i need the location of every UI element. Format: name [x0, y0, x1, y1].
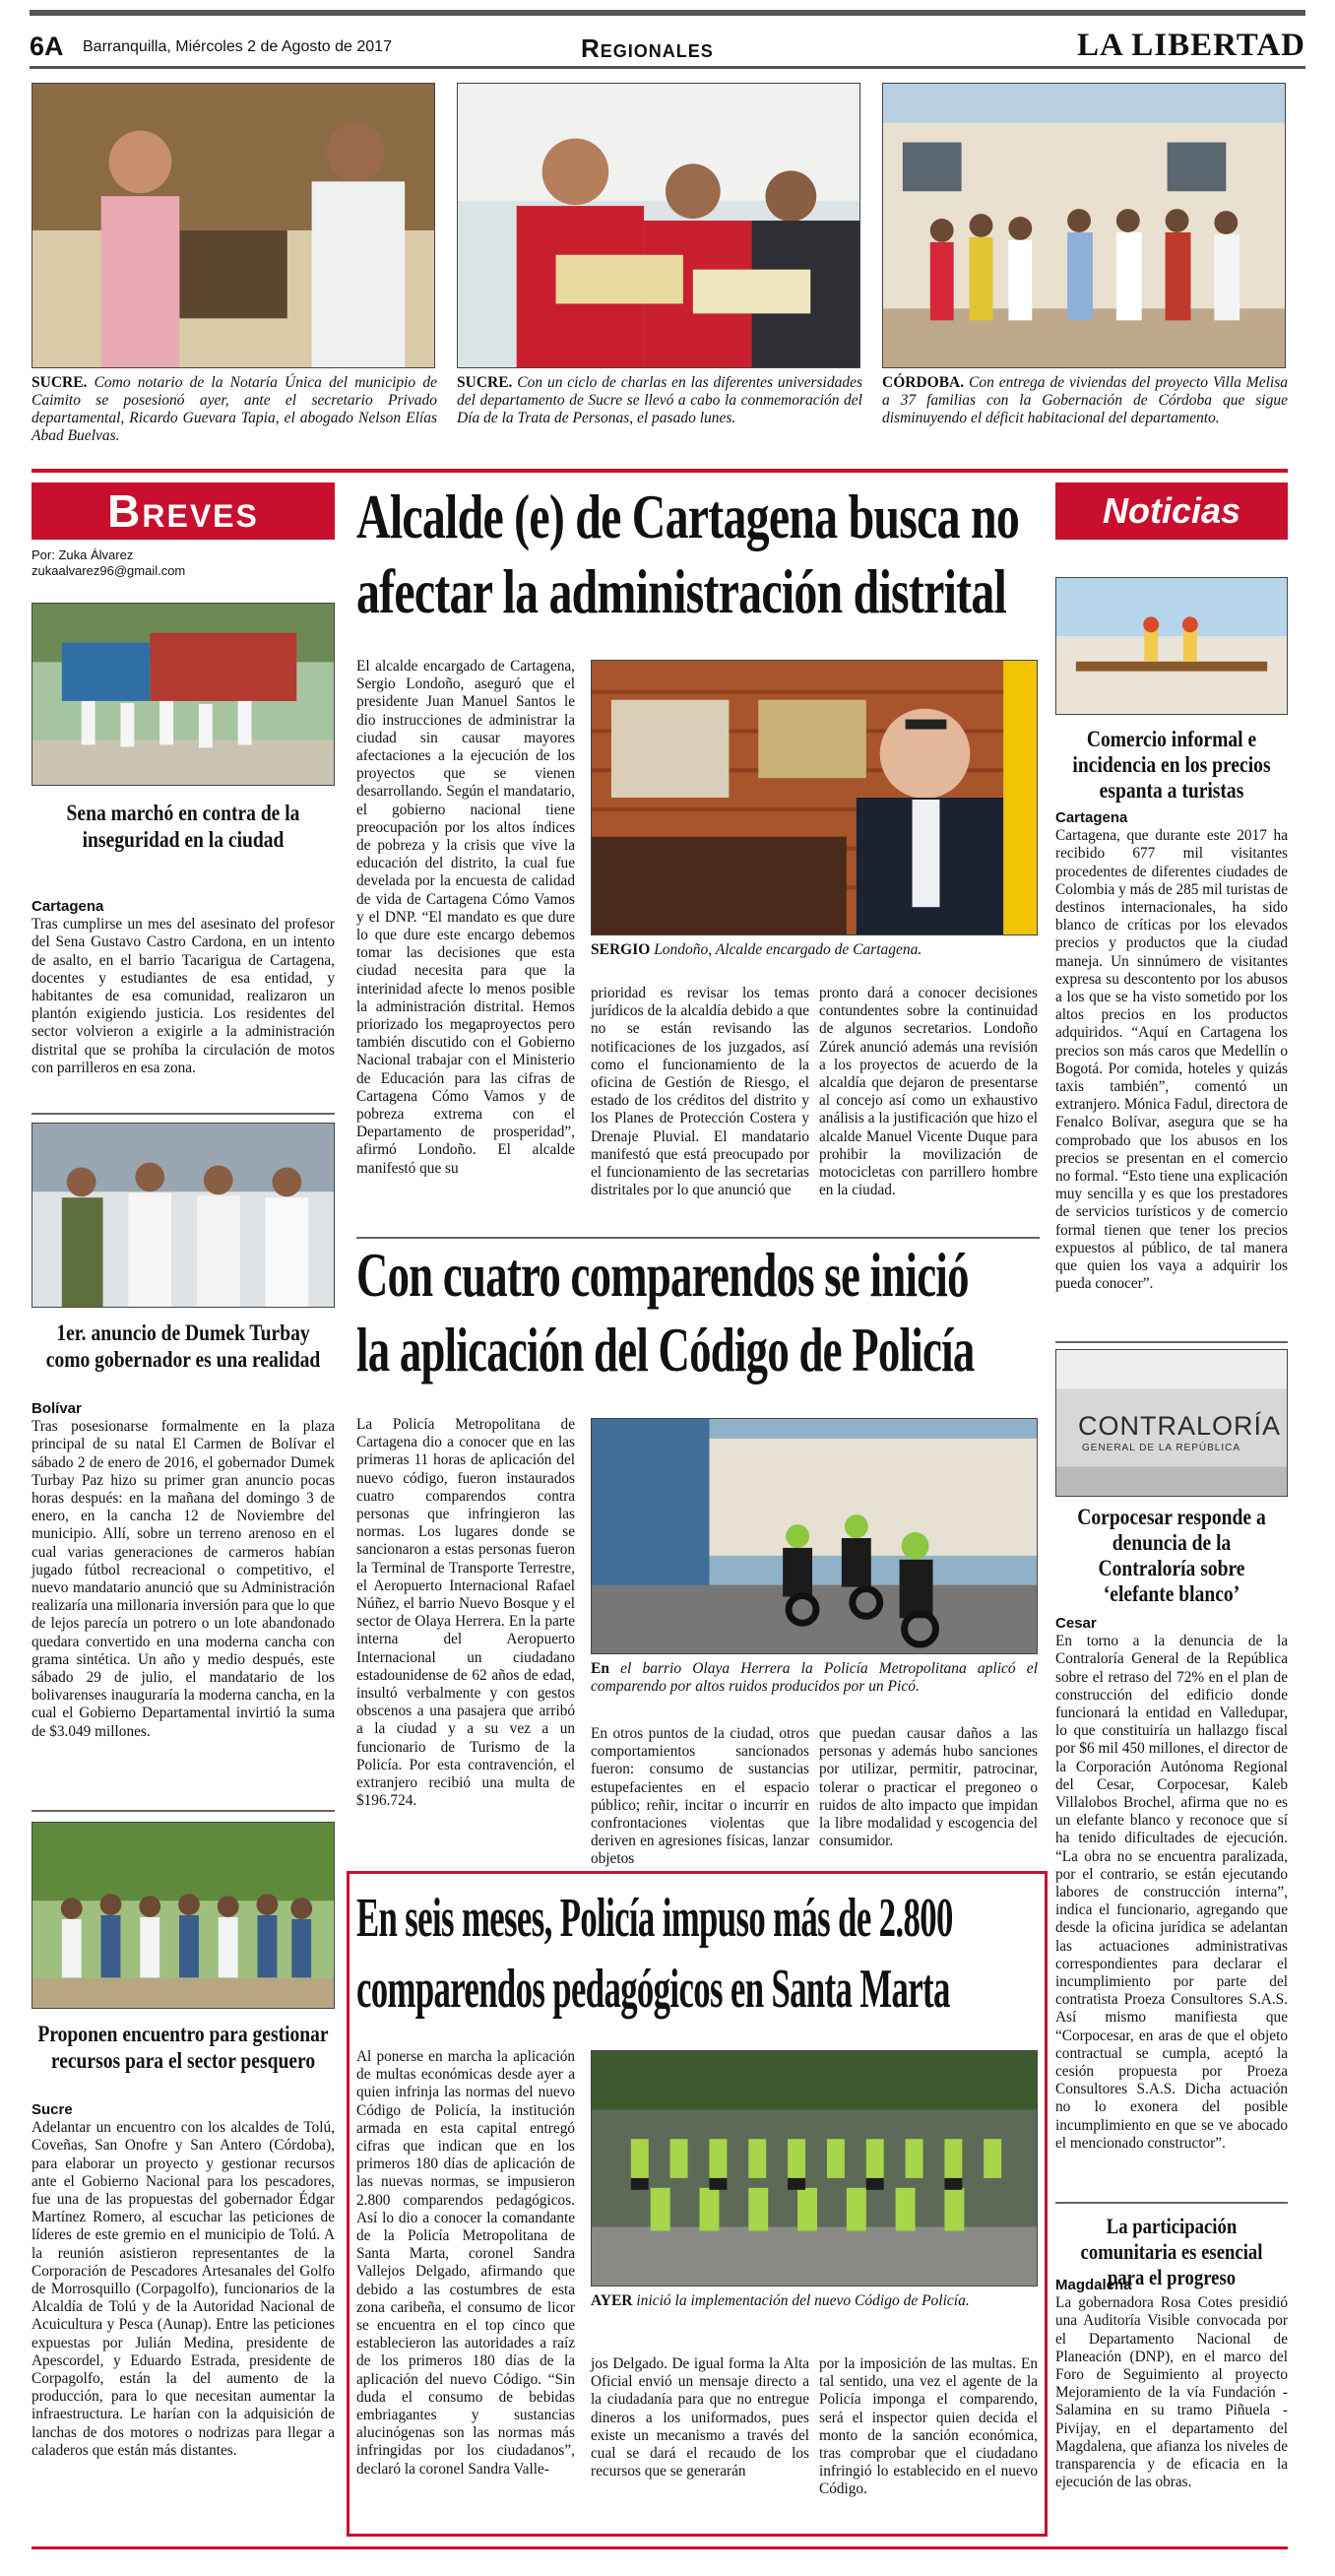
main1-col3: pronto dará a conocer decisiones contundentes sobre la continuidad de algunos secretarios. Londoño Zúrek anunció además una revisión a los proyectos de acuerdo de la alcaldía que dejaron de presentarse al concejo así como un exhaustivo análisis a la justificación que hizo el alcalde Manuel Vicente Duque para prohibir la movilización de motocicletas con parrillero hombre en la ciudad.: [819, 985, 1038, 1199]
main-divider-1: [356, 1237, 1040, 1239]
breve-headline-pesquero: Proponen encuentro para gestionar recursos para el sector pesquero: [37, 2022, 329, 2073]
main3-col3: por la imposición de las multas. En tal sentido, una vez el agente de la Policía imponga el comparendo, será el inspector quien decida el monto de la sanción económica, tras comprobar que el ciudadano infringió lo establecido en el nuevo Código.: [819, 2355, 1038, 2498]
photo-notary-sworn-in: [32, 83, 435, 368]
breve-body-pesquero: Sucre Adelantar un encuentro con los alcaldes de Tolú, Coveñas, San Onofre y San Antero (Córdoba), para elaborar un proyecto y gestionar recursos ante el Gobierno Nacional para los pescadores, fue una de las propuestas del gobernador Édgar Martínez Romero, al escuchar las peticiones de líderes de este gremio en el municipio de Tolú. A la reunión asistieron representantes de la Corporación de Pescadores Artesanales del Golfo de Morrosquillo (Corpagolfo), funcionarios de la Alcaldía de Tolú y de la Autoridad Nacional de Acuicultura y Pesca (Aunap). Entre las peticiones expuestas por Julián Medina, presidente de Apescordel, y Eduardo Estrada, presidente de Corpagolfo, están la del aumento de la producción, para lo que necesitan aumentar la infraestructura. Le harían con la adquisición de lanchas de dos motores o nodrizas para llegar a caladeros que están más distantes.: [32, 2101, 335, 2459]
noticia-location-participacion: Magdalena: [1055, 2277, 1132, 2293]
contraloria-sign-text: CONTRALORÍA: [1078, 1411, 1282, 1441]
noticia-headline-participacion: La participación comunitaria es esencial para el progreso: [1080, 2214, 1263, 2289]
breve-body-sena: Cartagena Tras cumplirse un mes del asesinato del profesor del Sena Gustavo Castro Cardona, en un intento de asalto, en el barrio Tacarigua de Cartagena, docentes y estudiantes de esa entidad, y habitantes de esa comunidad, realizaron un plantón exigiendo justicia. Los residentes del sector volvieron a exigirle a la administración distrital que se prohíba la circulación de motos con parrilleros en esa zona.: [32, 898, 335, 1076]
breve-headline-sena: Sena marchó en contra de la inseguridad en la ciudad: [66, 801, 300, 852]
photo-contraloria-sign: [1055, 1349, 1288, 1497]
main1-headline-line1: Alcalde (e) de Cartagena busca no: [356, 483, 1020, 551]
breve-location-sena: Cartagena: [32, 898, 104, 915]
noticias-divider-2: [1055, 2202, 1288, 2204]
main3-col1: Al ponerse en marcha la aplicación de multas económicas desde ayer a quien infrinja las normas del nuevo Código de Policía, la institución armada en esta capital entregó cifras que indican que en los primeros 180 días de aplicación de las nuevas normas, se impusieron 2.800 comparendos pedagógicos. Así lo dio a conocer la comandante de la Policía Metropolitana de Santa Marta, coronel Sandra Vallejos Delgado, afirmando que debido a las costumbres de esta zona caribeña, el consumo de licor se encuentra en el top cinco que establecieron las autoridades a raíz de los primeros 180 días de la aplicación del nuevo Código. “Sin duda el consumo de bebidas embriagantes y sustancias alucinógenas son las normas más infringidas por los ciudadanos”, declaró la coronel Sandra Valle-: [356, 2048, 575, 2478]
photo-tourist-drinks: [1055, 577, 1288, 715]
noticia-body-comercio: Cartagena Cartagena, que durante este 2017 ha recibido 677 mil visitantes procedentes de diferentes ciudades de Colombia y más de 285 mil turistas de destinos internacionales, ha sido blanco de críticas por los elevados precios y productos que la ciudad maneja. Un sinnúmero de visitantes expresa su descontento por los abusos a los que se ha visto sometido por los altos precios en los productos adquiridos. “Aquí en Cartagena los precios son más caros que Medellín o Bogotá. Por comida, hoteles y quizás taxis también”, comentó un extranjero. Mónica Fadul, directora de Fenalco Bolívar, asegura que se ha comprobado que los abusos en los precios se presentan en el comercio no formal. “Esto tiene una explicación muy sencilla y es que los prestadores de servicios turísticos y de comercio formal tienen que tener los precios expuestos al público, de tal manera que quien los vaya a adquirir los pueda conocer”.: [1055, 809, 1288, 1293]
dateline: Barranquilla, Miércoles 2 de Agosto de 2017: [83, 38, 392, 55]
breve-location-dumek: Bolívar: [32, 1400, 82, 1417]
noticia-body-corpocesar: Cesar En torno a la denuncia de la Contraloría General de la República sobre el retraso del 72% en el plan de construcción del edificio donde funcionará la entidad en Valledupar, lo que constituiría un hallazgo fiscal por $6 mil 450 millones, el director de la Corporación Autónoma Regional del Cesar, Corpocesar, Kaleb Villalobos Brochel, afirma que no es un elefante blanco y reconoce que sí ha tenido dificultades de ejecución. “La obra no se encuentra paralizada, por el contrario, se están ejecutando labores de construcción interna”, indica el funcionario, agregando que desde la oficina jurídica se adelantan las actuaciones administrativas correspondientes para declarar el incumplimiento por parte del contratista Proeza Consultores S.A.S. Así mismo manifiesta que “Corpocesar, en aras de que el objeto contractual se cumpla, aceptó la cesión propuesta por Proeza Consultores S.A.S. Dicha actuación no lo exonera del posible incumplimiento en que se ve abocado el mencionado constructor”.: [1055, 1615, 1288, 2152]
noticia-location-corpocesar: Cesar: [1055, 1615, 1097, 1632]
page-number: 6A: [30, 32, 64, 61]
main3-caption: AYER inició la implementación del nuevo Código de Policía.: [591, 2292, 970, 2309]
main3-headline-line1: En seis meses, Policía impuso más de 2.800: [356, 1888, 953, 1949]
breve-headline-dumek: 1er. anuncio de Dumek Turbay como gobernador es una realidad: [45, 1320, 321, 1372]
main1-col1: El alcalde encargado de Cartagena, Sergio Londoño, aseguró que el presidente Juan Manuel Santos le dio instrucciones de administrar la ciudad sin causar mayores afectaciones a la ejecución de los proyectos que se vienen desarrollando. Según el mandatario, el gobierno nacional tiene preocupación por los altos índices de pobreza y la crisis que vive la educación del distrito, la cual fue develada por la encuesta de calidad de vida de Cartagena Cómo Vamos y el DNP. “El mandato es que dure lo que dure este encargo debemos tomar las decisiones que esta ciudad necesita para que la interinidad afecte lo menos posible la administración distrital. Hemos priorizado los megaproyectos pero también discutido con el Gobierno Nacional trabajar con el Ministerio de Educación para las cifras de Cartagena Cómo Vamos y de pobreza extrema con el Departamento de prosperidad”, afirmó Londoño. El alcalde manifestó que su: [356, 658, 575, 1177]
breves-banner: [32, 483, 335, 540]
main2-col2: En otros puntos de la ciudad, otros comportamientos sancionados fueron: consumo de sustancias estupefacientes en el espacio público; reñir, incitar o incurrir en confrontaciones violentas que deriven en agresiones físicas, lanzar objetos: [591, 1725, 809, 1868]
page-bottom-rule: [32, 2546, 1288, 2549]
main3-col2: jos Delgado. De igual forma la Alta Oficial envió un mensaje directo a la ciudadanía para que no entregue dineros a los uniformados, pues existe un mecanismo a través del cual se dará el recaudo de los recursos que se generarán: [591, 2355, 809, 2480]
photo-fishermen-meeting: [32, 1822, 335, 2009]
noticia-body-participacion: Magdalena La gobernadora Rosa Cotes presidió una Auditoría Visible convocada por el Departamento Nacional de Planeación (DNP), en el marco del Foro de Seguimiento al proyecto Mejoramiento de la vía Fundación - Salamina en su tramo Piñuela - Pivijay, en el departamento del Magdalena, que afianza los niveles de transparencia y de eficacia en la ejecución de las obras.: [1055, 2277, 1288, 2491]
breves-divider-1: [32, 1113, 335, 1115]
main1-col2: prioridad es revisar los temas jurídicos de la alcaldía debido a que no se están revisando las notificaciones de los juzgados, así como el funcionamiento de la oficina de Gestión de Riesgo, el estado de los créditos del distrito y los Planes de Protección Costera y Drenaje Pluvial. El mandatario manifestó que está preocupado por el funcionamiento de las secretarias distritales por lo que anunció que: [591, 985, 809, 1199]
main1-headline-line2: afectar la administración distrital: [356, 557, 1007, 626]
breves-divider-2: [32, 1810, 335, 1812]
caption-trafficking: SUCRE. Con un ciclo de charlas en las diferentes universidades del departamento de Sucre se llevó a cabo la conmemoración del Día de la Trata de Personas, el pasado lunes.: [457, 374, 862, 426]
main2-headline-line1: Con cuatro comparendos se inició: [356, 1241, 969, 1310]
photo-trafficking-talk: [457, 83, 860, 368]
section-title: Regionales: [581, 33, 714, 63]
masthead-bottom-rule: [30, 66, 1305, 69]
photo-police-formation: [591, 2050, 1038, 2286]
main2-headline-line2: la aplicación del Código de Policía: [356, 1316, 975, 1385]
noticias-banner: [1055, 483, 1288, 540]
masthead: [30, 10, 1305, 65]
breve-body-dumek: Bolívar Tras posesionarse formalmente en la plaza principal de su natal El Carmen de Bolívar el sábado 2 de enero de 2016, el gobernador Dumek Turbay Paz hizo su primer gran anuncio pocas horas después: en la mañana del domingo 3 de enero, en la cancha 12 de Noviembre del municipio. Allí, sobre un terreno arenoso en el cual varias generaciones de carmeros habían jugado fútbol recreacional o competitivo, el nuevo mandatario anunció que su Administración realizaría una millonaria inversión para que lo que de lejos parecía un potrero o un lote abandonado quedara convertido en una moderna cancha con grama sintética. Un año y medio después, este sábado 29 de julio, el mandatario de los bolivarenses inauguraría la moderna cancha, en la cual el Gobierno Departamental invirtió la suma de $3.049 millones.: [32, 1400, 335, 1740]
noticia-location-comercio: Cartagena: [1055, 809, 1128, 826]
breves-byline: Por: Zuka Álvarez: [32, 547, 134, 562]
main2-caption: En el barrio Olaya Herrera la Policía Metropolitana aplicó el comparendo por altos ruidos producidos por un Picó.: [591, 1660, 1038, 1695]
main1-caption: SERGIO Londoño, Alcalde encargado de Cartagena.: [591, 941, 922, 958]
noticia-headline-comercio: Comercio informal e incidencia en los precios espanta a turistas: [1072, 727, 1271, 803]
breve-location-pesquero: Sucre: [32, 2101, 73, 2118]
caption-notary: SUCRE. Como notario de la Notaría Única del municipio de Caimito se posesionó ayer, ante el secretario Privado departamental, Ricardo Guevara Tapia, el abogado Nelson Elías Abad Buelvas.: [32, 374, 437, 444]
top-section-divider: [32, 469, 1288, 473]
photo-housing-delivery: [882, 83, 1286, 368]
caption-housing: CÓRDOBA. Con entrega de viviendas del proyecto Villa Melisa a 37 familias con la Gobernación de Córdoba que sigue disminuyendo el déficit habitacional del departamento.: [882, 374, 1288, 426]
photo-police-motorcycles: [591, 1418, 1038, 1654]
noticias-divider-1: [1055, 1341, 1288, 1343]
noticias-title: Noticias: [1102, 490, 1241, 531]
main3-headline-line2: comparendos pedagógicos en Santa Marta: [356, 1959, 950, 2020]
breves-email: zukaalvarez96@gmail.com: [32, 563, 186, 578]
main2-col1: La Policía Metropolitana de Cartagena dio a conocer que en las primeras 11 horas de aplicación del nuevo código, fueron instaurados cuatro comparendos contra personas que infringieron las normas. Los lugares donde se sancionaron a estas personas fueron la Terminal de Transporte Terrestre, el Aeropuerto Internacional Rafael Núñez, el barrio Nuevo Bosque y el sector de Olaya Herrera. En la parte interna del Aeropuerto Internacional un ciudadano estadounidense de 62 años de edad, insultó verbalmente y con gestos obscenos a una pasajera que arribó a la ciudad y a su vez a un funcionario de Turismo de la Policía. Por esta contravención, el extranjero recibió una multa de $196.724.: [356, 1416, 575, 1810]
photo-sergio-londono: [591, 660, 1038, 935]
contraloria-sign-subtext: GENERAL DE LA REPÚBLICA: [1082, 1443, 1241, 1453]
photo-sena-march: [32, 603, 335, 786]
masthead-top-rule: [30, 10, 1305, 16]
brand-logo: LA LIBERTAD: [1076, 28, 1305, 63]
noticia-headline-corpocesar: Corpocesar responde a denuncia de la Contraloría sobre ‘elefante blanco’: [1077, 1505, 1266, 1606]
breves-title: Breves: [107, 485, 259, 537]
main2-col3: que puedan causar daños a las personas y además hubo sanciones por utilizar, permitir, patrocinar, tolerar o practicar el pregoneo o ruidos de alto impacto que impidan la libre modalidad y escogencia del consumidor.: [819, 1725, 1038, 1850]
photo-dumek-turbay: [32, 1123, 335, 1308]
